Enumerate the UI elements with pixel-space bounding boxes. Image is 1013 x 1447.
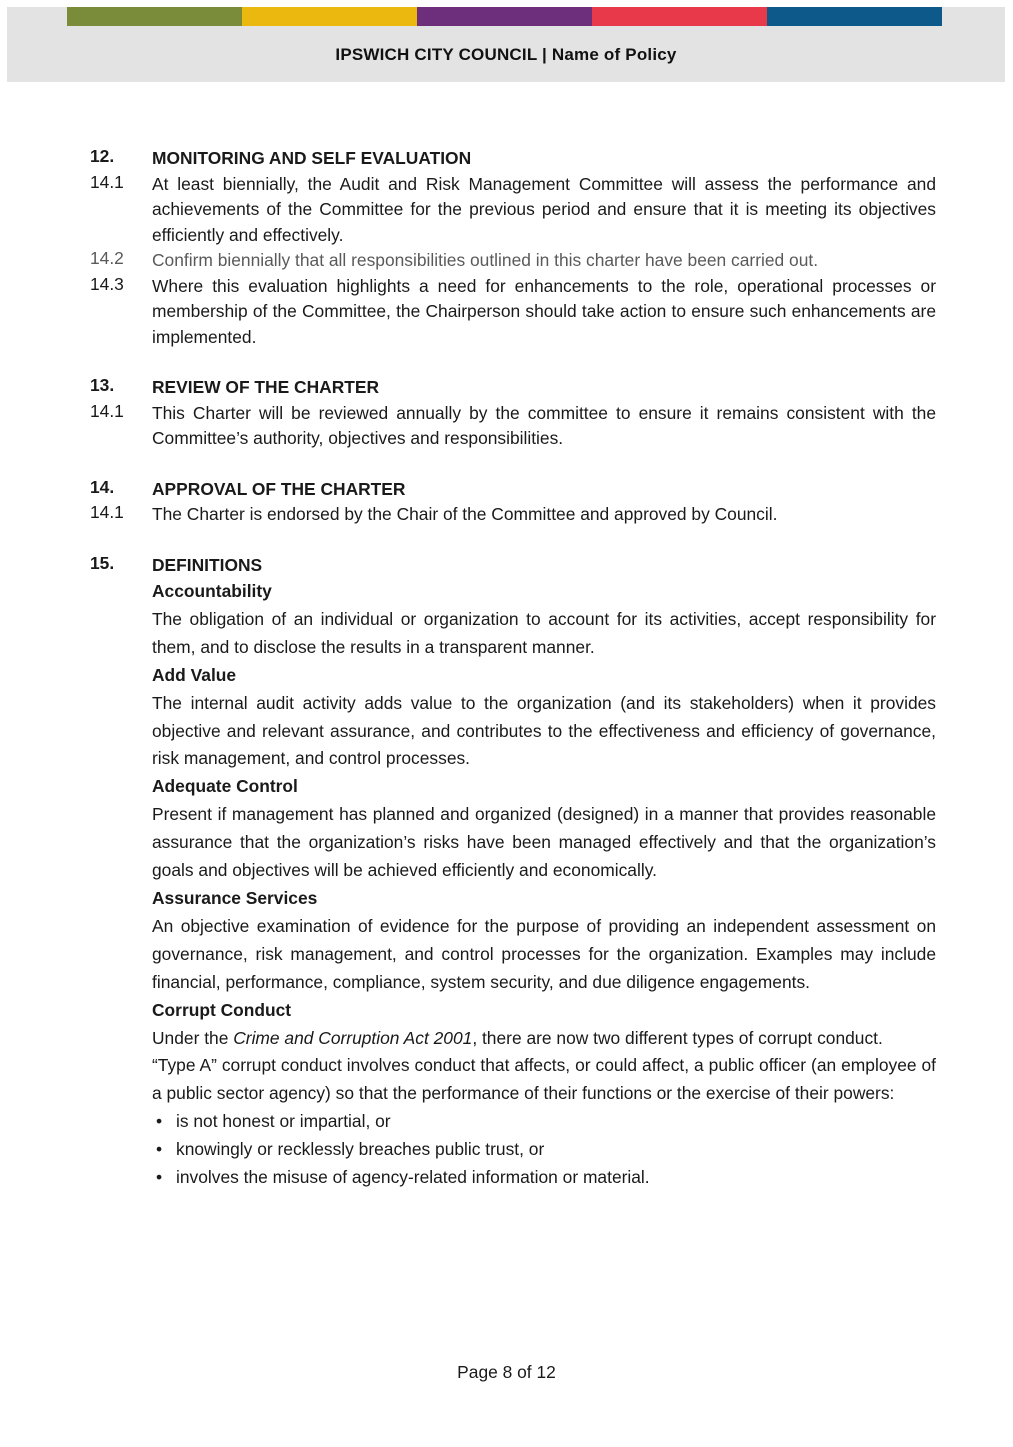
definition-text: [152, 1025, 936, 1053]
clause: [90, 248, 936, 274]
clause-number: 14.3: [90, 273, 124, 294]
color-strip: [67, 7, 942, 26]
list-item: • is not honest or impartial, or: [152, 1108, 936, 1136]
list-item: • involves the misuse of agency-related information or material.: [152, 1164, 936, 1192]
definition-text: “Type A” corrupt conduct involves conduct that affects, or could affect, a public officer (an employee of a public sector agency) so that the performance of their functions or the exercise of their powers:: [152, 1055, 936, 1104]
section-number: 15.: [90, 552, 115, 573]
clause-text: Where this evaluation highlights a need for enhancements to the role, operational processes or membership of the Committee, the Chairperson should take action to ensure such enhancements are implemented.: [152, 275, 936, 347]
clause: [90, 401, 936, 452]
clause-number: 14.1: [90, 502, 124, 522]
definition-text: The internal audit activity adds value to the organization (and its stakeholders) when it provides objective and relevant assurance, and contributes to the effectiveness and efficiency of governance, risk management, and control processes.: [152, 692, 936, 769]
clause: [90, 172, 936, 249]
section-number: 14.: [90, 476, 115, 497]
text-span: , there are now two different types of corrupt conduct.: [472, 1027, 883, 1048]
section-heading: [90, 375, 936, 401]
definition-term: Assurance Services: [152, 887, 318, 908]
strip-segment-red: [592, 7, 767, 26]
definition-term: Adequate Control: [152, 776, 298, 797]
section-heading: [90, 146, 936, 172]
section-title: REVIEW OF THE CHARTER: [152, 377, 380, 397]
bullet-list: [152, 1108, 936, 1192]
section-heading: [90, 477, 936, 503]
definitions-list: [152, 578, 936, 1192]
strip-segment-green: [67, 7, 242, 26]
clause: [90, 502, 936, 528]
section-title: MONITORING AND SELF EVALUATION: [152, 148, 472, 168]
clause-text: The Charter is endorsed by the Chair of the Committee and approved by Council.: [152, 504, 778, 524]
header-title: IPSWICH CITY COUNCIL | Name of Policy: [335, 45, 677, 64]
clause: [90, 274, 936, 351]
act-title: Crime and Corruption Act 2001: [233, 1027, 473, 1048]
page-number: Page 8 of 12: [457, 1362, 556, 1382]
definition-term: Add Value: [152, 664, 237, 685]
clause-number: 14.2: [90, 248, 124, 268]
document-body: [90, 146, 936, 1192]
page-header: [7, 7, 1005, 82]
definition-term: Corrupt Conduct: [152, 999, 292, 1020]
section-title: APPROVAL OF THE CHARTER: [152, 478, 406, 499]
strip-segment-yellow: [242, 7, 417, 26]
strip-segment-blue: [767, 7, 942, 26]
definition-text: The obligation of an individual or organization to account for its activities, accept responsibility for them, and to disclose the results in a transparent manner.: [152, 608, 936, 657]
definition-term: Accountability: [152, 581, 272, 601]
definition-text: An objective examination of evidence for the purpose of providing an independent assessment on governance, risk management, and control processes for the organization. Examples may include financial, performance, compliance, system security, and due diligence engagements.: [152, 915, 936, 992]
strip-segment-purple: [417, 7, 592, 26]
clause-text: This Charter will be reviewed annually by the committee to ensure it remains consistent with the Committee’s authority, objectives and responsibilities.: [152, 402, 936, 448]
clause-text: At least biennially, the Audit and Risk Management Committee will assess the performance and achievements of the Committee for the previous period and ensure that it is meeting its objectives efficiently and effectively.: [152, 173, 936, 245]
definition-text: Present if management has planned and organized (designed) in a manner that provides reasonable assurance that the organization’s risks have been managed effectively and that the organization’s goals and objectives will be achieved efficiently and economically.: [152, 804, 936, 881]
list-item: • knowingly or recklessly breaches public trust, or: [152, 1136, 936, 1164]
section-number: 12.: [90, 146, 115, 166]
section-title: DEFINITIONS: [152, 554, 263, 575]
clause-number: 14.1: [90, 400, 124, 421]
clause-text: Confirm biennially that all responsibilities outlined in this charter have been carried out.: [152, 250, 819, 270]
section-number: 13.: [90, 375, 115, 395]
text-span: Under the: [152, 1027, 234, 1048]
section-heading: [90, 553, 936, 579]
clause-number: 14.1: [90, 171, 124, 192]
